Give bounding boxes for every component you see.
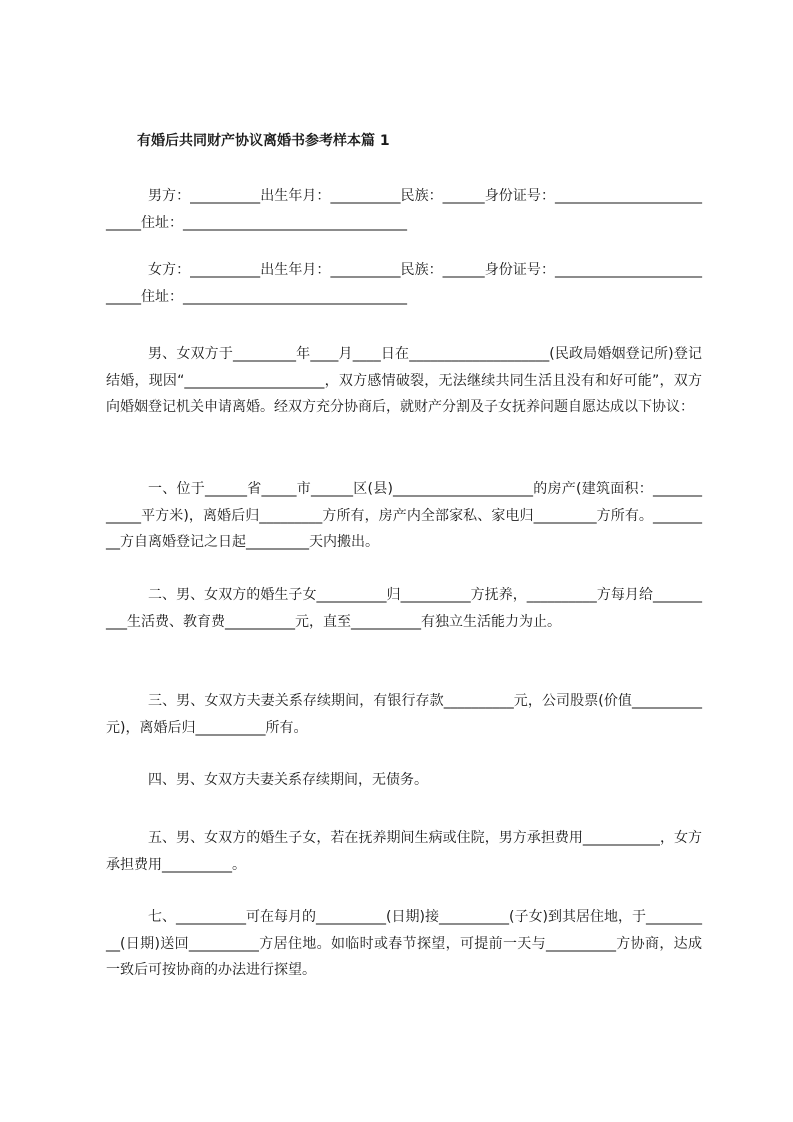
clause-child-custody: 二、男、女双方的婚生子女__________归__________方抚养，__________方每月给__________生活费、教育费__________元，直至__________有独立生活能力为止。 (106, 587, 702, 630)
clause-deposits-stocks: 三、男、女双方夫妻关系存续期间，有银行存款__________元，公司股票(价值__________元)，离婚后归__________所有。 (106, 693, 702, 736)
clause-visitation: 七、__________可在每月的__________(日期)接__________(子女)到其居住地，于__________(日期)送回__________方居住地。如临时或春节探望，可提前一天与__________方协商，达成一致后可按协商的办法进行探望。 (106, 909, 702, 978)
clause-female-party-info: 女方：__________出生年月：__________民族：______身份证号：__________________________住址：________________________________ (106, 262, 702, 305)
clause-medical-costs: 五、男、女双方的婚生子女，若在抚养期间生病或住院，男方承担费用___________，女方承担费用__________。 (106, 830, 702, 873)
clause-male-party-info: 男方：__________出生年月：__________民族：______身份证号：__________________________住址：________________________________ (106, 188, 702, 231)
document-title: 有婚后共同财产协议离婚书参考样本篇 1 (137, 133, 390, 149)
clause-no-debt: 四、男、女双方夫妻关系存续期间，无债务。 (148, 772, 428, 788)
clause-marriage-statement: 男、女双方于_________年____月____日在____________________(民政局婚姻登记所)登记结婚，现因“____________________，双方感情破裂，无法继续共同生活且没有和好可能”，双方向婚姻登记机关申请离婚。经双方充分协商后，就财产分割及子女抚养问题自愿达成以下协议： (106, 346, 702, 415)
clause-house-property: 一、位于______省_____市______区(县)____________________的房产(建筑面积：____________平方米)，离婚后归_________方所有，房产内全部家私、家电归_________方所有。_________方自离婚登记之日起_________天内搬出。 (106, 481, 702, 550)
